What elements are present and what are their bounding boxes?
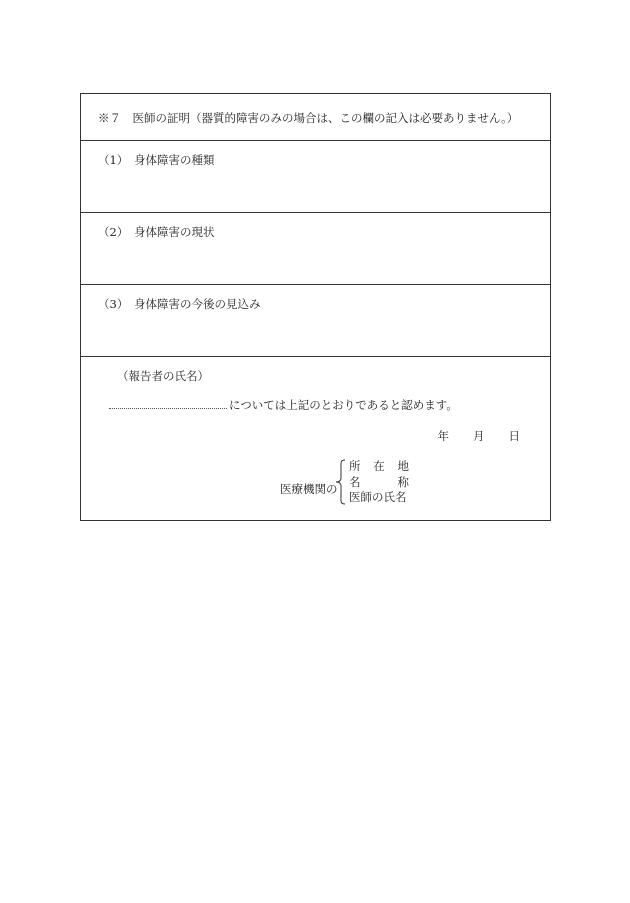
- institution-fields: [349, 459, 409, 506]
- section-number: （1）: [98, 153, 129, 167]
- curly-brace-icon: [335, 459, 347, 505]
- certification-block: [81, 356, 550, 520]
- section-disability-type: [81, 140, 550, 213]
- section-number: （2）: [98, 225, 129, 239]
- section-title: 身体障害の今後の見込み: [134, 297, 261, 311]
- institution-name-label: 名 称: [349, 474, 409, 489]
- section-title: 身体障害の種類: [134, 153, 215, 167]
- section-number: （3）: [98, 297, 129, 311]
- doctor-name-label: 医師の氏名: [349, 490, 407, 504]
- date-year: 年: [437, 429, 449, 443]
- doctor-certificate-form: [80, 93, 551, 521]
- reporter-name-blank[interactable]: [109, 396, 227, 409]
- section-label: [98, 296, 261, 312]
- institution-lead-label: 医療機関の: [280, 482, 338, 496]
- institution-address-label: 所 在 地: [349, 459, 409, 473]
- section-title: 身体障害の現状: [134, 225, 215, 239]
- date-month: 月: [473, 429, 485, 443]
- date-day: 日: [508, 429, 520, 443]
- section-label: [98, 224, 215, 240]
- confirmation-line: [109, 396, 458, 413]
- reporter-name-label: （報告者の氏名）: [117, 369, 209, 383]
- form-header-row: [81, 94, 550, 141]
- section-current-state: [81, 212, 550, 285]
- date-line: [438, 428, 521, 444]
- confirmation-text: については上記のとおりであると認めます。: [229, 398, 458, 412]
- section-label: [98, 152, 215, 168]
- form-header-text: ※７ 医師の証明（器質的障害のみの場合は、この欄の記入は必要ありません。）: [98, 111, 519, 125]
- section-prognosis: [81, 284, 550, 357]
